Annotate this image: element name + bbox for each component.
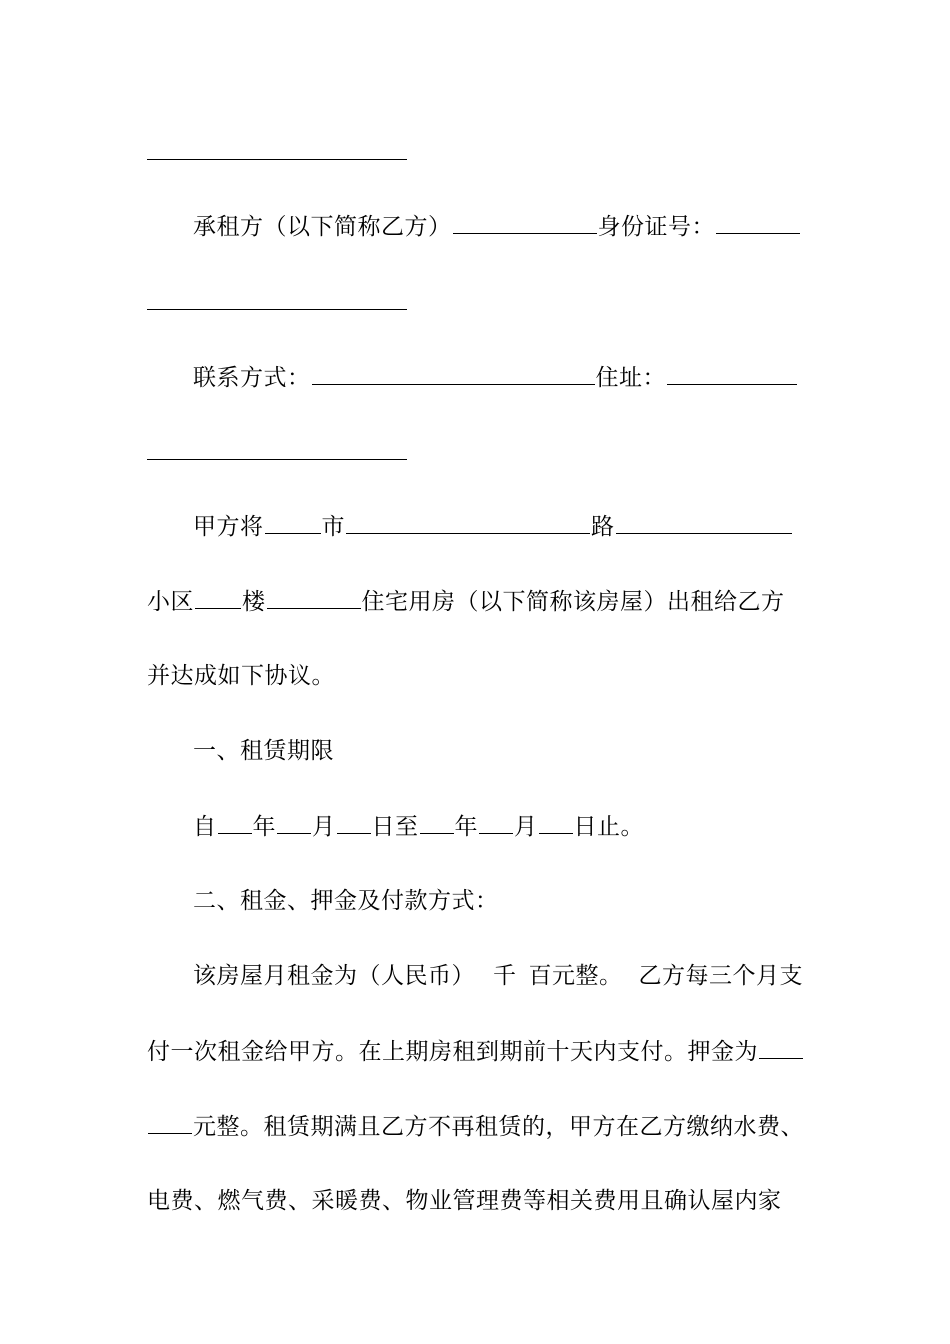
district-blank xyxy=(346,511,590,534)
rent-schedule: 乙方每三个月支 xyxy=(638,963,803,989)
lou-label: 楼 xyxy=(242,589,266,615)
property-row xyxy=(193,511,793,542)
agreement-text: 并达成如下协议。 xyxy=(147,663,335,689)
deposit-blank-b xyxy=(148,1111,192,1134)
deposit-text: 元整。租赁期满且乙方不再租赁的，甲方在乙方缴纳水费、 xyxy=(193,1114,804,1140)
section1-title xyxy=(193,736,334,766)
nian-label-1: 年 xyxy=(252,814,276,840)
deposit-row xyxy=(147,1111,804,1142)
start-year-blank xyxy=(218,811,252,834)
road-label: 路 xyxy=(591,514,615,540)
house-clause: 住宅用房（以下简称该房屋）出租给乙方 xyxy=(361,589,785,615)
end-day-blank xyxy=(539,811,573,834)
unit-blank xyxy=(267,586,361,609)
blank-line-2 xyxy=(147,309,407,310)
rent-label: 该房屋月租金为（人民币） xyxy=(193,963,475,989)
section1-title-text: 一、租赁期限 xyxy=(193,738,334,764)
lessee-name-blank xyxy=(453,211,597,234)
contact-row xyxy=(193,362,798,393)
section2-title-text: 二、租金、押金及付款方式： xyxy=(193,888,499,914)
end-year-blank xyxy=(420,811,454,834)
id-label: 身份证号： xyxy=(597,214,715,240)
agreement-row xyxy=(147,661,335,691)
building-blank xyxy=(195,586,241,609)
zi-label: 自 xyxy=(193,814,217,840)
lessee-label: 承租方（以下简称乙方） xyxy=(193,214,452,240)
contact-label: 联系方式： xyxy=(193,365,311,391)
address-label: 住址： xyxy=(595,365,666,391)
yue-label-2: 月 xyxy=(514,814,538,840)
road-blank xyxy=(616,511,792,534)
rent-row-1 xyxy=(193,961,803,991)
address-blank xyxy=(667,362,797,385)
end-month-blank xyxy=(479,811,513,834)
fees-row xyxy=(147,1186,782,1216)
fees-text: 电费、燃气费、采暖费、物业管理费等相关费用且确认屋内家 xyxy=(147,1188,782,1214)
rent-row-2 xyxy=(147,1036,804,1067)
nian-label-2: 年 xyxy=(454,814,478,840)
id-number-blank xyxy=(716,211,800,234)
city-blank xyxy=(265,511,321,534)
lessee-row xyxy=(193,211,801,242)
start-month-blank xyxy=(277,811,311,834)
rizhi-end-label: 日止。 xyxy=(573,814,644,840)
rent-payment-text: 付一次租金给甲方。在上期房租到期前十天内支付。押金为 xyxy=(147,1039,758,1065)
city-label: 市 xyxy=(321,514,345,540)
jiafang-label: 甲方将 xyxy=(193,514,264,540)
contact-blank xyxy=(312,362,595,385)
deposit-blank-a xyxy=(759,1036,803,1059)
section2-title xyxy=(193,886,499,916)
rent-bai: 百元整。 xyxy=(528,963,623,989)
blank-line-3 xyxy=(147,459,407,460)
rent-qian: 千 xyxy=(493,963,517,989)
xiaoqu-label: 小区 xyxy=(147,589,194,615)
yue-label-1: 月 xyxy=(312,814,336,840)
property-row-2 xyxy=(147,586,785,617)
start-day-blank xyxy=(337,811,371,834)
blank-line-1 xyxy=(147,159,407,160)
lease-term-row xyxy=(193,811,644,842)
rizhi-label: 日至 xyxy=(371,814,419,840)
